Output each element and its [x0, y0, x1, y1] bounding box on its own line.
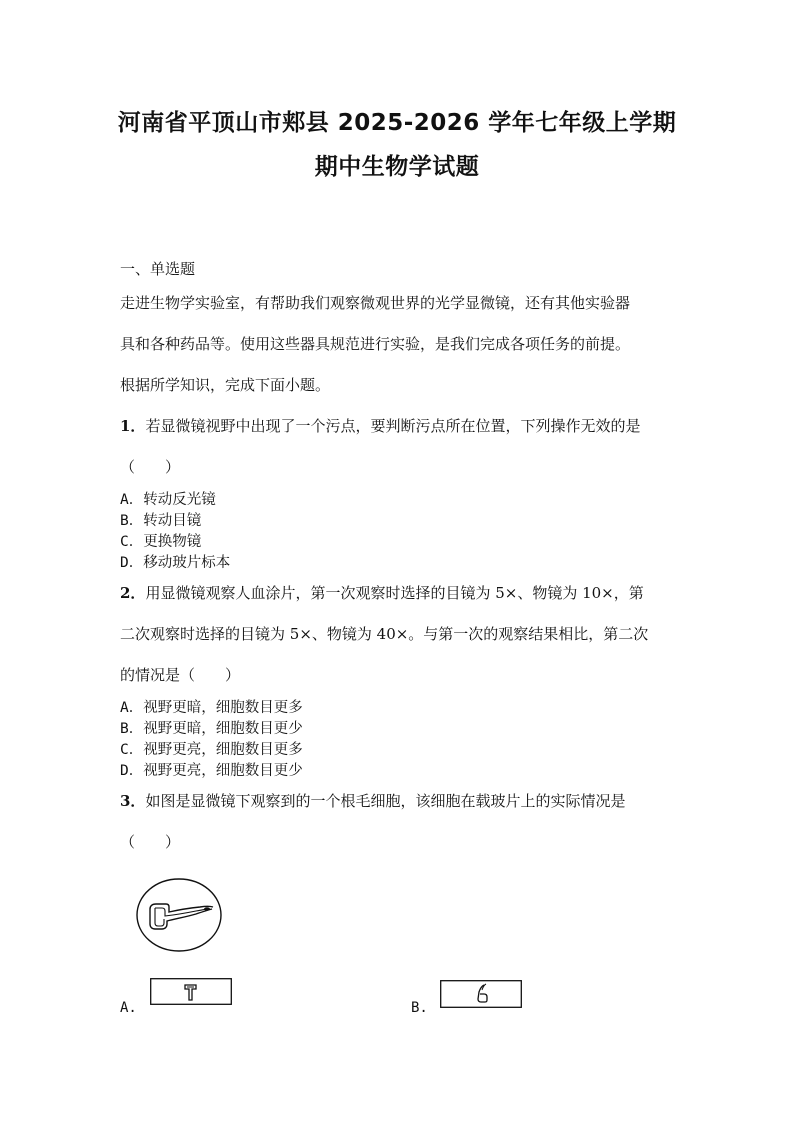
cell-inner-outline-lower	[155, 908, 164, 926]
intro-line-1: 走进生物学实验室，有帮助我们观察微观世界的光学显微镜，还有其他实验器	[120, 294, 631, 312]
question-1-stem	[120, 415, 640, 436]
root-hair-cell-figure	[134, 876, 224, 954]
question-2-line-3: 的情况是（ ）	[120, 666, 241, 684]
choice-b-figure	[440, 980, 522, 1008]
question-2-option-c: C．视野更亮，细胞数目更多	[120, 742, 303, 758]
section-heading: 一、单选题	[120, 260, 196, 278]
choice-a-label: A.	[120, 1000, 137, 1016]
question-1-text: 若显微镜视野中出现了一个污点，要判断污点所在位置，下列操作无效的是	[145, 417, 641, 435]
question-2-option-d: D．视野更亮，细胞数目更少	[120, 763, 303, 779]
question-1-number: 1．	[120, 417, 146, 435]
question-2-number: 2．	[120, 584, 146, 602]
question-1-option-a: A．转动反光镜	[120, 492, 216, 508]
question-1-option-c: C．更换物镜	[120, 534, 202, 550]
choice-a-figure	[150, 978, 232, 1005]
question-2-line-2: 二次观察时选择的目镜为 5×、物镜为 40×。与第一次的观察结果相比，第二次	[120, 625, 649, 643]
nucleus-icon	[204, 907, 210, 911]
question-1-bracket: （ ）	[120, 458, 181, 476]
question-3-stem	[120, 790, 625, 811]
question-1-option-b: B．转动目镜	[120, 513, 202, 529]
document-title-line2: 期中生物学试题	[314, 154, 480, 180]
question-3-text: 如图是显微镜下观察到的一个根毛细胞，该细胞在载玻片上的实际情况是	[145, 792, 626, 810]
question-3-number: 3．	[120, 792, 146, 810]
question-2-option-b: B．视野更暗，细胞数目更少	[120, 721, 303, 737]
question-2-text: 用显微镜观察人血涂片，第一次观察时选择的目镜为 5×、物镜为 10×，第	[145, 584, 644, 602]
choice-b-label: B.	[411, 1000, 428, 1016]
question-2-option-a: A．视野更暗，细胞数目更多	[120, 700, 303, 716]
document-title-line1: 河南省平顶山市郏县 2025-2026 学年七年级上学期	[117, 110, 677, 136]
question-1-option-d: D．移动玻片标本	[120, 555, 231, 571]
intro-line-3: 根据所学知识，完成下面小题。	[120, 376, 331, 394]
question-3-bracket: （ ）	[120, 833, 181, 851]
question-2-stem	[120, 582, 644, 603]
intro-line-2: 具和各种药品等。使用这些器具规范进行实验，是我们完成各项任务的前提。	[120, 335, 631, 353]
